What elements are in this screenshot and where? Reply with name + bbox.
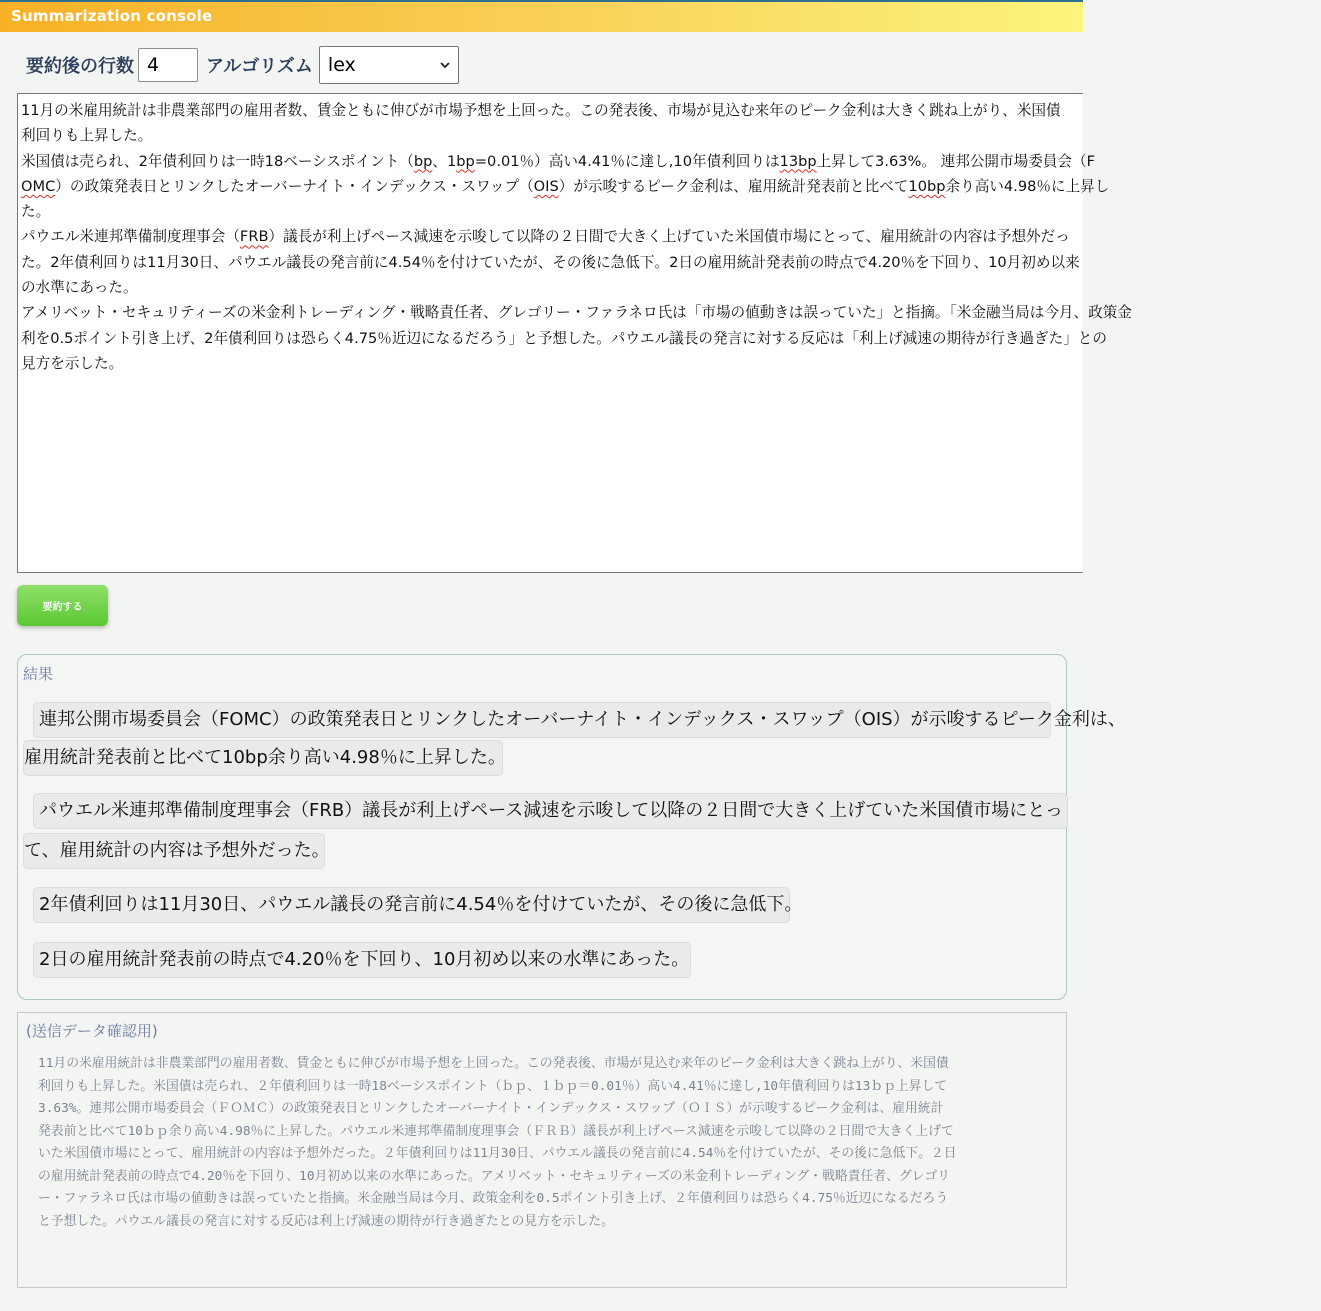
source-text-segment: ）が示唆するピーク金利は、雇用統計発表前と比べて [558,177,909,195]
sent-data-line: ー・ファラネロ氏は市場の値動きは誤っていたと指摘。米金融当局は今月、政策金利を0.5ポイント引き上げ、２年債利回りは恐らく4.75％近辺になるだろう [38,1191,949,1206]
source-text-segment: 、1 [432,152,457,170]
sent-data-line: 11月の米雇用統計は非農業部門の雇用者数、賃金ともに伸びが市場予想を上回った。この発表後、市場が見込む来年のピーク金利は大きく跳ね上がり、米国債 [38,1056,949,1071]
source-line [21,300,1321,325]
result-sentence-4: 2日の雇用統計発表前の時点で4.20％を下回り、10月初め以来の水準にあった。 [33,942,691,978]
result-sentence-2-line-2: て、雇用統計の内容は予想外だった。 [23,833,325,869]
source-line [21,224,1321,249]
spellcheck-word: OIS [533,177,559,195]
source-text-segment: た。 [21,203,51,221]
source-text-segment: 利回りも上昇した。 [21,127,153,145]
spellcheck-word: 10bp [908,177,946,195]
spellcheck-word: 13bp [779,152,817,170]
source-line [21,351,1321,376]
spellcheck-word: FRB [239,228,269,246]
source-text-content [21,98,1321,376]
chevron-down-icon [440,60,450,70]
source-line [21,149,1321,174]
source-text-segment: 11月の米雇用統計は非農業部門の雇用者数、賃金ともに伸びが市場予想を上回った。この発表後、市場が見込む来年のピーク金利は大きく跳ね上がり、米国債 [21,102,1061,119]
lines-label: 要約後の行数 [26,56,134,77]
source-text-segment: =0.01％）高い4.41％に達し,10年債利回りは [474,152,780,170]
spellcheck-word: bp [456,152,475,170]
sent-data-line: と予想した。パウエル議長の発言に対する反応は利上げ減速の期待が行き過ぎたとの見方を示した。 [38,1213,614,1229]
source-text-segment: 米国債は売られ、2年債利回りは一時18ベーシスポイント（ [21,152,414,170]
algorithm-label: アルゴリズム [206,56,313,77]
sent-data-line: の雇用統計発表前の時点で4.20％を下回り、10月初め以来の水準にあった。アメリベット・セキュリティーズの米金利トレーディング・戦略責任者、グレゴリ [38,1168,951,1184]
sent-data-content [38,1053,1048,1233]
source-text-segment: 上昇して3.63%。 連邦公開市場委員会（F [816,152,1095,170]
spellcheck-word: bp [413,152,433,170]
result-sentence-2-line-1: パウエル米連邦準備制度理事会（FRB）議長が利上げペース減速を示唆して以降の２日間で大きく上げていた米国債市場にとっ [33,793,1068,829]
summarize-button[interactable]: 要約する [17,585,108,626]
source-line [21,98,1321,123]
algorithm-selected-value: lex [327,54,356,76]
source-line [21,326,1321,351]
result-sentence-1-line-1: 連邦公開市場委員会（FOMC）の政策発表日とリンクしたオーバーナイト・インデックス・スワップ（OIS）が示唆するピーク金利は、 [33,702,1051,738]
result-panel [17,654,1126,1000]
source-text-segment: 利を0.5ポイント引き上げ、2年債利回りは恐らく4.75％近辺になるだろう」と予想した。パウエル議長の発言に対する反応は「利上げ減速の期待が行き過ぎた」との [21,329,1107,347]
source-text-segment: ）議長が利上げペース減速を示唆して以降の２日間で大きく上げていた米国債市場にとって、雇用統計の内容は予想外だっ [268,228,1070,246]
source-line [21,199,1321,224]
sent-data-line: 発表前と比べて10ｂｐ余り高い4.98％に上昇した。パウエル米連邦準備制度理事会（ＦＲＢ）議長が利上げペース減速を示唆して以降の２日間で大きく上げて [38,1123,954,1139]
source-line [21,275,1321,300]
source-line [21,123,1321,148]
source-text-segment: パウエル米連邦準備制度理事会（ [21,228,240,246]
spellcheck-word: OMC [21,177,56,195]
result-sentence-3: 2年債利回りは11月30日、パウエル議長の発言前に4.54％を付けていたが、その後に急低下。 [33,887,790,923]
source-text-segment: た。2年債利回りは11月30日、パウエル議長の発言前に4.54％を付けていたが、その後に急低下。2日の雇用統計発表前の時点で4.20％を下回り、10月初め以来 [21,253,1080,271]
source-line [21,174,1321,199]
title-bar [0,0,1083,32]
source-text-segment: ）の政策発表日とリンクしたオーバーナイト・インデックス・スワップ（ [55,177,534,195]
algorithm-select[interactable] [319,46,459,84]
lines-count-input[interactable] [138,48,198,82]
sent-data-line: 利回りも上昇した。米国債は売られ、２年債利回りは一時18ベーシスポイント（ｂｐ、１ｂｐ＝0.01％）高い4.41％に達し,10年債利回りは13ｂｐ上昇して [38,1078,948,1094]
source-text-segment: 見方を示した。 [21,354,124,372]
result-title: 結果 [23,665,54,683]
controls-row [26,46,459,84]
source-line [21,250,1321,275]
source-text-segment: の水準にあった。 [21,279,138,297]
app-title: Summarization console [11,7,213,25]
sent-data-line: 3.63%。連邦公開市場委員会（ＦＯＭＣ）の政策発表日とリンクしたオーバーナイト・インデックス・スワップ（ＯＩＳ）が示唆するピーク金利は、雇用統計 [38,1101,944,1116]
source-text-segment: アメリベット・セキュリティーズの米金利トレーディング・戦略責任者、グレゴリー・ファラネロ氏は「市場の値動きは誤っていた」と指摘。「米金融当局は今月、政策金 [21,304,1132,322]
source-text-segment: 余り高い4.98％に上昇し [945,177,1110,195]
sent-data-panel [17,1012,1067,1288]
sent-data-title: (送信データ確認用) [26,1022,158,1040]
result-sentence-1-line-2: 雇用統計発表前と比べて10bp余り高い4.98％に上昇した。 [23,740,503,776]
sent-data-line: いた米国債市場にとって、雇用統計の内容は予想外だった。２年債利回りは11月30日、パウエル議長の発言前に4.54％を付けていたが、その後に急低下。２日 [38,1146,957,1161]
source-textarea[interactable] [17,93,1132,573]
